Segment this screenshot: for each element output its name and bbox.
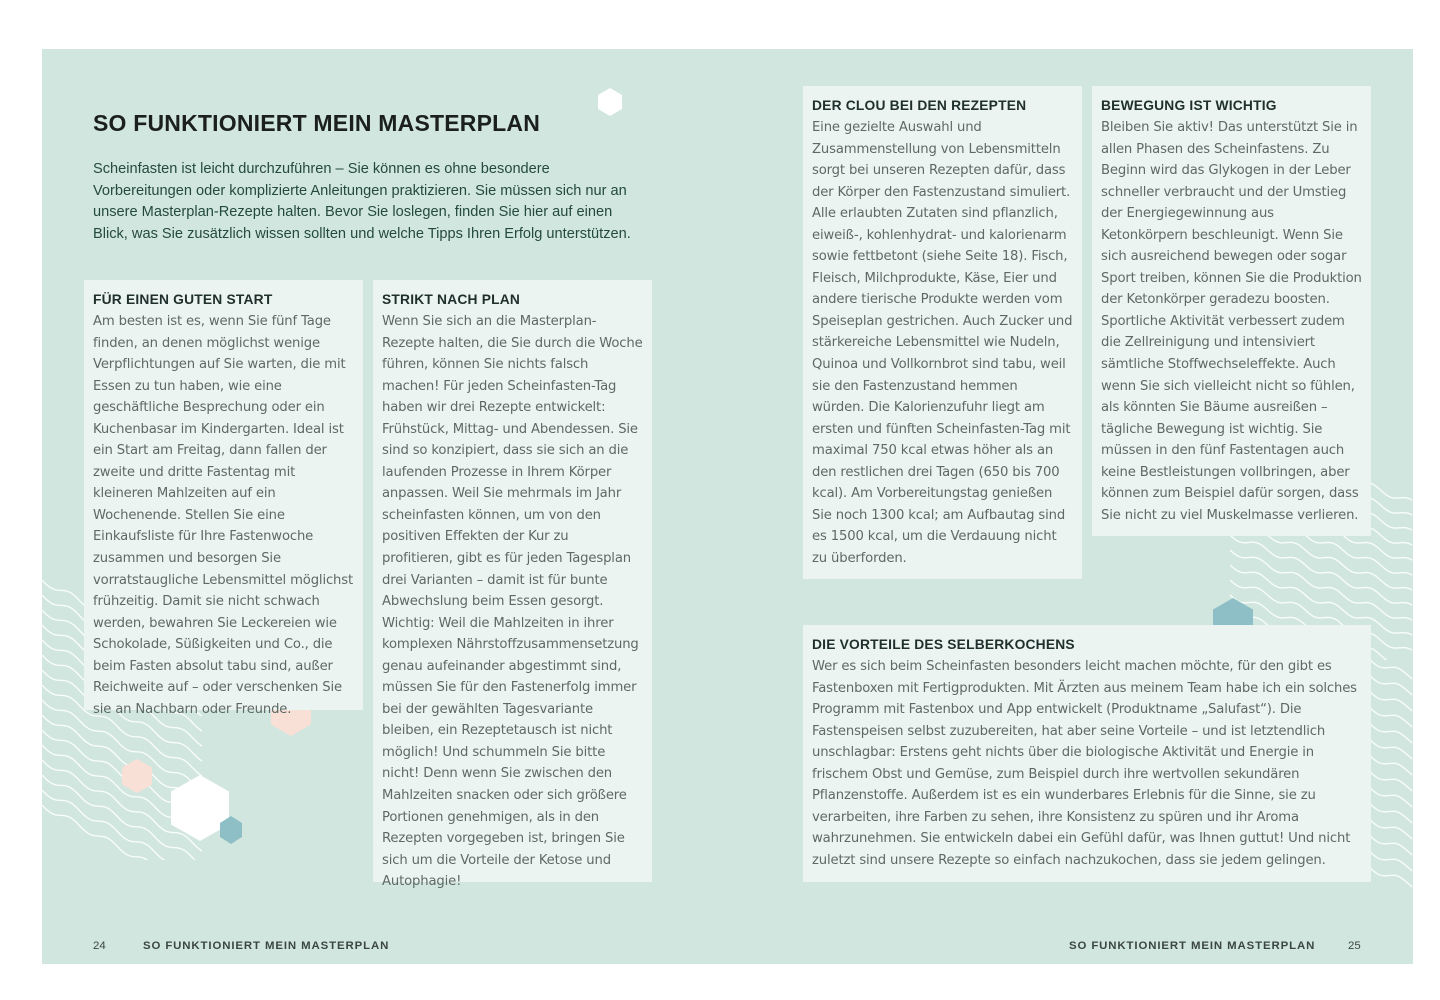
- wave-line: [1370, 820, 1412, 839]
- box-text: Eine gezielte Auswahl und Zusammenstellung von Lebensmitteln sorgt bei unseren Rezepten dafür, dass der Körper den Fastenzustand simuliert. Alle erlaubten Zutaten sind pflanzlich, eiweiß-, kohlenhydrat- und kalorienarm sowie fettbetont (siehe Seite 18). Fisch, Fleisch, Milchprodukte, Käse, Eier und andere tierische Produkte werden vom Speiseplan gestrichen. Auch Zucker und stärkereiche Lebensmittel wie Nudeln, Quinoa und Vollkornbrot sind tabu, weil sie den Fastenzustand hemmen würden. Die Kalorienzufuhr liegt am ersten und fünften Scheinfasten-Tag mit maximal 750 kcal etwas höher als an den restlichen drei Tagen (650 bis 700 kcal). Am Vorbereitungstag genießen Sie noch 1300 kcal; am Aufbautag sind es 1500 kcal, um die Verdauung nicht zu überforden.: [812, 120, 1073, 566]
- hexagon-icon: [219, 816, 243, 844]
- hexagon-icon: [121, 759, 153, 793]
- box-text: Am besten ist es, wenn Sie fünf Tage finden, an denen möglichst wenige Verpflichtungen auf Sie warten, die mit Essen zu tun haben, wie eine geschäftliche Besprechung oder ein Kuchenbasar im Kindergarten. Ideal ist ein Start am Freitag, dann fallen der zweite und dritte Fastentag mit kleineren Mahlzeiten auf ein Wochenende. Stellen Sie eine Einkaufsliste für Ihre Fastenwoche zusammen und besorgen Sie vorratstaugliche Lebensmittel möglichst frühzeitig. Damit sie nicht schwach werden, bewahren Sie Leckereien wie Schokolade, Süßigkeiten und Co., die beim Fasten absolut tabu sind, außer Reichweite auf – oder verschenken Sie sie an Nachbarn oder Freunde.: [93, 314, 354, 717]
- info-box-guter-start: [84, 280, 363, 717]
- page-title: SO FUNKTIONIERT MEIN MASTERPLAN: [93, 110, 541, 136]
- wave-line: [1370, 788, 1412, 807]
- info-box-strikt-nach-plan: [373, 280, 652, 890]
- wave-line: [1370, 740, 1412, 759]
- running-footer-left: SO FUNKTIONIERT MEIN MASTERPLAN: [143, 940, 390, 952]
- box-heading: FÜR EINEN GUTEN START: [93, 292, 273, 307]
- running-footer-right: SO FUNKTIONIERT MEIN MASTERPLAN: [1069, 940, 1316, 952]
- wave-line: [1370, 804, 1412, 823]
- box-heading: DER CLOU BEI DEN REZEPTEN: [812, 98, 1027, 113]
- wave-line: [1370, 772, 1412, 791]
- page-number-right: 25: [1348, 940, 1361, 952]
- wave-line: [1370, 852, 1412, 871]
- wave-line: [1370, 756, 1412, 775]
- hexagon-white: [598, 88, 622, 116]
- box-heading: BEWEGUNG IST WICHTIG: [1101, 98, 1277, 113]
- hexagon-peach-small: [122, 759, 152, 793]
- box-text: Wenn Sie sich an die Masterplan-Rezepte halten, die Sie durch die Woche führen, können Sie nichts falsch machen! Für jeden Scheinfasten-Tag haben wir drei Rezepte entwickelt: Frühstück, Mittag- und Abendessen. Sie sind so konzipiert, dass sie sich an die laufenden Prozesse in Ihrem Körper anpassen. Weil Sie mehrmals im Jahr scheinfasten können, um von den positiven Effekten der Kur zu profitieren, gibt es für jeden Tagesplan drei Varianten – damit ist für bunte Abwechslung beim Essen gesorgt. Wichtig: Weil die Mahlzeiten in ihrer komplexen Nährstoffzusammensetzung genau aufeinander abgestimmt sind, müssen Sie für den Fastenerfolg immer bei der gewählten Tagesvariante bleiben, ein Rezeptetausch ist nicht möglich! Und schummeln Sie bitte nicht! Denn wenn Sie zwischen den Mahlzeiten snacken oder sich größere Portionen genehmigen, als in den Rezepten vorgegeben ist, bringen Sie sich um die Vorteile der Ketose und Autophagie!: [382, 314, 643, 890]
- wave-line: [1230, 550, 1412, 620]
- box-text: Bleiben Sie aktiv! Das unterstützt Sie in allen Phasen des Scheinfastens. Zu Beginn wird das Glykogen in der Leber schneller verbraucht und der Umstieg der Energiegewinnung aus Ketonkörpern beschleunigt. Wenn Sie sich ausreichend bewegen oder sogar Sport treiben, können Sie die Produktion der Ketonkörper geradezu boosten. Sportliche Aktivität verbessert zudem die Zellreinigung und intensiviert sämtliche Stoffwechseleffekte. Auch wenn Sie sich vielleicht nicht so fühlen, als könnten Sie Bäume ausreißen – tägliche Bewegung ist wichtig. Sie müssen in den fünf Fastentagen auch keine Bestleistungen vollbringen, aber können zum Beispiel dafür sorgen, dass Sie nicht zu viel Muskelmasse verlieren.: [1101, 120, 1362, 523]
- info-box-selberkochen: [803, 625, 1371, 882]
- wave-pattern-icon: [1370, 660, 1413, 890]
- box-heading: DIE VORTEILE DES SELBERKOCHENS: [812, 637, 1075, 652]
- hexagon-teal-small: [220, 816, 242, 844]
- box-heading: STRIKT NACH PLAN: [382, 292, 521, 307]
- page-number-left: 24: [93, 940, 106, 952]
- wave-line: [1370, 724, 1412, 743]
- wave-line: [1370, 692, 1412, 711]
- wave-line: [1370, 868, 1412, 887]
- info-box-bewegung: [1092, 86, 1371, 536]
- wave-line: [1370, 708, 1412, 727]
- wave-line: [1370, 836, 1412, 855]
- wave-line: [1230, 535, 1412, 605]
- hexagon-icon: [597, 88, 623, 116]
- box-text: Wer es sich beim Scheinfasten besonders leicht machen möchte, für den gibt es Fastenboxen mit Fertigprodukten. Mit Ärzten aus meinem Team habe ich ein solches Programm mit Fastenbox und App entwickelt (Produktname „Salufast“). Die Fastenspeisen selbst zuzubereiten, hat aber seine Vorteile – und ist letztendlich unschlagbar: Erstens geht nichts über die biologische Aktivität und Energie in frischem Obst und Gemüse, zum Beispiel durch ihre wertvollen sekundären Pflanzenstoffe. Außerdem ist es ein wunderbares Erlebnis für die Sinne, sie zu verarbeiten, ihre Farben zu sehen, ihre Konsistenz zu spüren und ihr Aroma wahrzunehmen. Sie entwickeln dabei ein Gefühl dafür, was Ihnen guttut! Und nicht zuletzt sind unsere Rezepte so einfach nachzukochen, dass sie jedem gelingen.: [812, 659, 1357, 868]
- info-box-clou-rezepte: [803, 86, 1082, 579]
- wave-line: [1370, 676, 1412, 695]
- intro-paragraph: Scheinfasten ist leicht durchzuführen – Sie können es ohne besondere Vorbereitungen oder komplizierte Anleitungen praktizieren. Sie müssen sich nur an unsere Masterplan-Rezepte halten. Bevor Sie loslegen, finden Sie hier auf einen Blick, was Sie zusätzlich wissen sollten und welche Tipps Ihren Erfolg unterstützen.: [93, 161, 631, 242]
- wave-line: [1370, 660, 1412, 679]
